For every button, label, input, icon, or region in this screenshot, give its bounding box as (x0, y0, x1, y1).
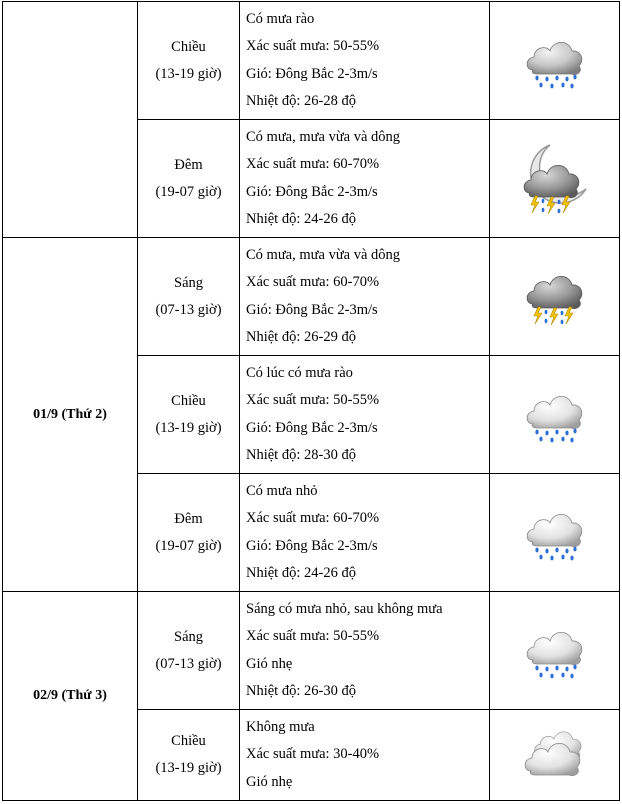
period-name: Chiều (171, 392, 206, 409)
wind-text: Gió: Đông Bắc 2-3m/s (246, 419, 378, 436)
condition-text: Không mưa (246, 718, 315, 735)
forecast-table (2, 1, 620, 801)
period-name: Đêm (174, 510, 203, 527)
temperature-text: Nhiệt độ: 24-26 độ (246, 565, 356, 581)
period-name: Chiều (171, 38, 206, 55)
rain-cloud-icon (523, 32, 587, 90)
weather-icon-cell (490, 356, 620, 474)
weather-icon-cell (490, 238, 620, 356)
rain-probability: Xác suất mưa: 50-55% (246, 38, 380, 54)
period-cell (138, 710, 240, 801)
period-name: Sáng (174, 628, 203, 645)
rain-probability: Xác suất mưa: 50-55% (246, 392, 380, 408)
temperature-text: Nhiệt độ: 24-26 độ (246, 211, 356, 227)
table-row (3, 238, 620, 356)
wind-text: Gió: Đông Bắc 2-3m/s (246, 65, 378, 82)
rain-cloud-icon (523, 622, 587, 680)
rain-probability: Xác suất mưa: 50-55% (246, 628, 380, 644)
table-row (3, 2, 620, 120)
weather-icon-cell (490, 2, 620, 120)
temperature-text: Nhiệt độ: 28-30 độ (246, 447, 356, 463)
night-thunderstorm-icon (520, 141, 590, 217)
rain-cloud-icon (523, 386, 587, 444)
condition-text: Có mưa, mưa vừa và dông (246, 128, 401, 145)
forecast-details (240, 120, 490, 238)
condition-text: Có mưa rào (246, 10, 315, 27)
period-cell (138, 474, 240, 592)
thunderstorm-icon (523, 266, 587, 328)
day-cell (3, 592, 138, 801)
rain-probability: Xác suất mưa: 30-40% (246, 746, 380, 763)
period-cell (138, 2, 240, 120)
period-hours: (19-07 giờ) (155, 183, 222, 200)
wind-text: Gió: Đông Bắc 2-3m/s (246, 183, 378, 200)
rain-probability: Xác suất mưa: 60-70% (246, 274, 380, 290)
wind-text: Gió nhẹ (246, 773, 293, 790)
condition-text: Sáng có mưa nhỏ, sau không mưa (246, 600, 443, 617)
period-name: Chiều (171, 733, 206, 749)
wind-text: Gió nhẹ (246, 655, 293, 672)
period-hours: (13-19 giờ) (155, 419, 222, 436)
weather-icon-cell (490, 120, 620, 238)
day-cell (3, 238, 138, 592)
day-cell (3, 2, 138, 238)
period-cell (138, 356, 240, 474)
period-hours: (07-13 giờ) (155, 301, 222, 318)
forecast-details (240, 238, 490, 356)
forecast-details (240, 592, 490, 710)
day-label: 01/9 (Thứ 2) (33, 406, 107, 422)
period-name: Sáng (174, 274, 203, 291)
rain-cloud-icon (523, 504, 587, 562)
temperature-text: Nhiệt độ: 26-30 độ (246, 683, 356, 699)
forecast-details (240, 474, 490, 592)
condition-text: Có lúc có mưa rào (246, 364, 353, 381)
weather-icon-cell (490, 592, 620, 710)
rain-probability: Xác suất mưa: 60-70% (246, 510, 380, 526)
period-hours: (19-07 giờ) (155, 537, 222, 554)
cloudy-icon (523, 727, 587, 783)
condition-text: Có mưa, mưa vừa và dông (246, 246, 401, 263)
period-cell (138, 238, 240, 356)
forecast-details (240, 356, 490, 474)
period-name: Đêm (174, 156, 203, 173)
table-row (3, 592, 620, 710)
period-cell (138, 592, 240, 710)
period-hours: (13-19 giờ) (155, 65, 222, 82)
condition-text: Có mưa nhỏ (246, 482, 318, 499)
day-label: 02/9 (Thứ 3) (33, 688, 107, 703)
period-hours: (07-13 giờ) (155, 655, 222, 672)
forecast-details (240, 2, 490, 120)
weather-icon-cell (490, 710, 620, 801)
rain-probability: Xác suất mưa: 60-70% (246, 156, 380, 172)
temperature-text: Nhiệt độ: 26-28 độ (246, 93, 356, 109)
forecast-details (240, 710, 490, 801)
wind-text: Gió: Đông Bắc 2-3m/s (246, 301, 378, 318)
weather-icon-cell (490, 474, 620, 592)
period-hours: (13-19 giờ) (155, 760, 222, 776)
wind-text: Gió: Đông Bắc 2-3m/s (246, 537, 378, 554)
period-cell (138, 120, 240, 238)
temperature-text: Nhiệt độ: 26-29 độ (246, 329, 356, 345)
